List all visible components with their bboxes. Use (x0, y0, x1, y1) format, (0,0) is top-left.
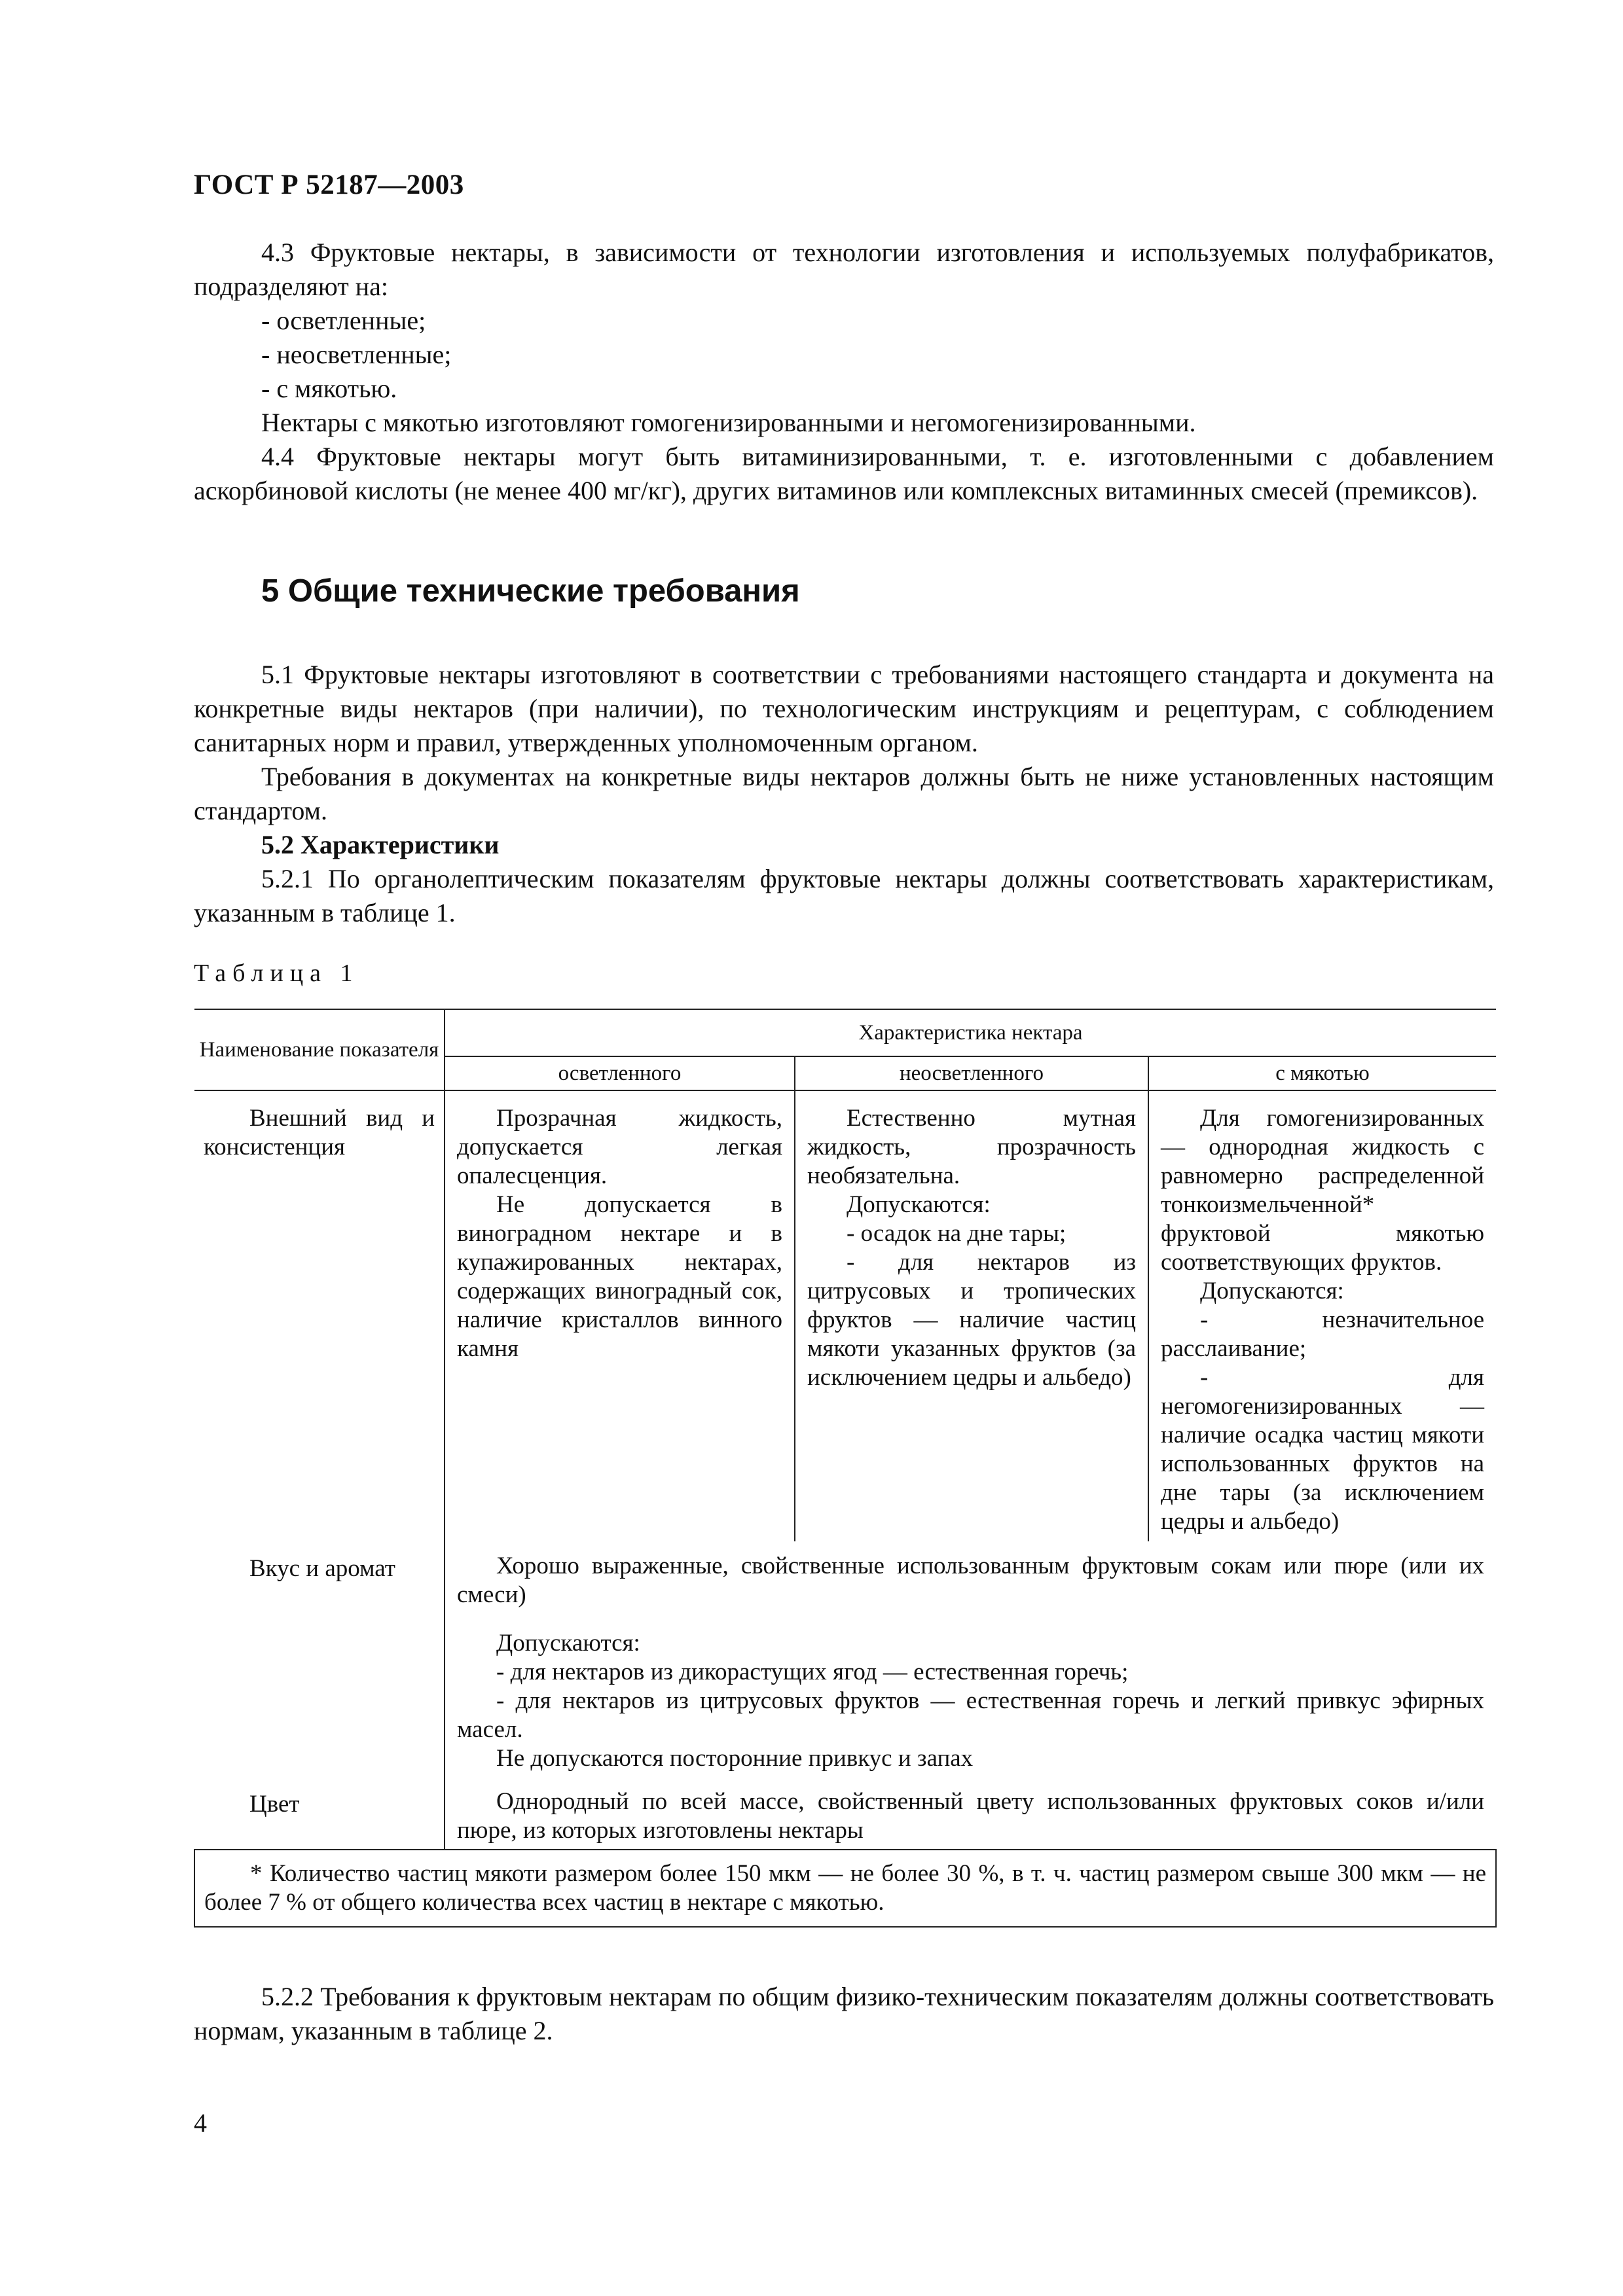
table-caption: Таблица 1 (194, 960, 359, 987)
document-header: ГОСТ Р 52187—2003 (194, 170, 464, 200)
cell-pulp (1148, 1090, 1496, 1541)
intro-section (194, 236, 1494, 508)
cell-text: - для нектаров из цитрусовых и тропических фруктов — наличие частиц мякоти указанных фруктов (за исключением цедры и альбедо) (807, 1249, 1136, 1391)
section-heading-5: 5 Общие технические требования (261, 573, 800, 609)
table-footnote: * Количество частиц мякоти размером более 150 мкм — не более 30 %, в т. ч. частиц размером свыше 300 мкм — не более 7 % от общего количества всех частиц в нектаре с мякотью. (194, 1850, 1496, 1927)
table-footnote-row (194, 1850, 1496, 1927)
row-name-taste: Вкус и аромат (194, 1541, 445, 1777)
cell-clarified (445, 1090, 795, 1541)
cell-text: Не допускаются посторонние привкус и запах (496, 1745, 974, 1772)
column-header-pulp: с мякотью (1148, 1056, 1496, 1090)
section-5-2-2 (194, 1980, 1494, 2048)
cell-text: Хорошо выраженные, свойственные использованным фруктовым сокам или пюре (или их смеси) (457, 1552, 1485, 1608)
table-1 (194, 1009, 1497, 1928)
cell-text: Допускаются: (1200, 1278, 1344, 1304)
table-row (194, 1541, 1496, 1777)
cell-text: - незначительное расслаивание; (1161, 1306, 1485, 1362)
paragraph-4-3: 4.3 Фруктовые нектары, в зависимости от технологии изготовления и используемых полуфабрикатов, подразделяют на: (194, 238, 1494, 301)
column-header-group: Характеристика нектара (445, 1009, 1496, 1056)
cell-taste (445, 1541, 1496, 1777)
list-item: - с мякотью. (261, 374, 397, 403)
cell-text: - для нектаров из дикорастущих ягод — естественная горечь; (496, 1659, 1129, 1685)
subheading-5-2: 5.2 Характеристики (261, 830, 500, 859)
column-header-name: Наименование показателя (194, 1009, 445, 1090)
cell-text: - для нектаров из цитрусовых фруктов — естественная горечь и легкий привкус эфирных масел. (457, 1687, 1485, 1743)
cell-unclarified (795, 1090, 1148, 1541)
paragraph-4-3b: Нектары с мякотью изготовляют гомогенизированными и негомогенизированными. (261, 408, 1196, 437)
paragraph-5-2-2: 5.2.2 Требования к фруктовым нектарам по общим физико-техническим показателям должны соответствовать нормам, указанным в таблице 2. (194, 1982, 1494, 2045)
paragraph-5-2-1: 5.2.1 По органолептическим показателям фруктовые нектары должны соответствовать характеристикам, указанным в таблице 1. (194, 864, 1494, 927)
table-row (194, 1090, 1496, 1541)
list-item: - осветленные; (261, 306, 426, 335)
cell-text: Однородный по всей массе, свойственный цвету использованных фруктовых соков и/или пюре, из которых изготовлены нектары (457, 1788, 1485, 1844)
paragraph-5-1: 5.1 Фруктовые нектары изготовляют в соответствии с требованиями настоящего стандарта и документа на конкретные виды нектаров (при наличии), по технологическим инструкциям и рецептурам, с соблюдением санитарных норм и правил, утвержденных уполномоченным органом. (194, 660, 1494, 757)
paragraph-5-1b: Требования в документах на конкретные виды нектаров должны быть не ниже установленных настоящим стандартом. (194, 762, 1494, 825)
cell-text: Прозрачная жидкость, допускается легкая опалесценция. (457, 1105, 782, 1189)
list-item: - неосветленные; (261, 340, 452, 369)
page-number: 4 (194, 2108, 207, 2138)
table-row (194, 1777, 1496, 1850)
cell-text: - осадок на дне тары; (847, 1220, 1067, 1247)
column-header-unclarified: неосветленного (795, 1056, 1148, 1090)
cell-text: Естественно мутная жидкость, прозрачность необязательна. (807, 1105, 1136, 1189)
cell-color (445, 1777, 1496, 1850)
row-name-appearance: Внешний вид и консистенция (194, 1090, 445, 1541)
column-header-clarified: осветленного (445, 1056, 795, 1090)
section-5-body (194, 658, 1494, 930)
row-name-color: Цвет (194, 1777, 445, 1850)
paragraph-4-4: 4.4 Фруктовые нектары могут быть витаминизированными, т. е. изготовленными с добавлением аскорбиновой кислоты (не менее 400 мг/кг), других витаминов или комплексных витаминных смесей (премиксов). (194, 442, 1494, 505)
cell-text: Допускаются: (847, 1191, 991, 1218)
cell-text: - для негомогенизированных — наличие осадка частиц мякоти использованных фруктов на дне тары (за исключением цедры и альбедо) (1161, 1364, 1485, 1535)
cell-text: Для гомогенизированных — однородная жидкость с равномерно распределенной тонкоизмельченной* фруктовой мякотью соответствующих фруктов. (1161, 1105, 1485, 1276)
cell-text: Не допускается в виноградном нектаре и в купажированных нектарах, содержащих виноградный сок, наличие кристаллов винного камня (457, 1191, 782, 1362)
cell-text: Допускаются: (496, 1630, 640, 1657)
